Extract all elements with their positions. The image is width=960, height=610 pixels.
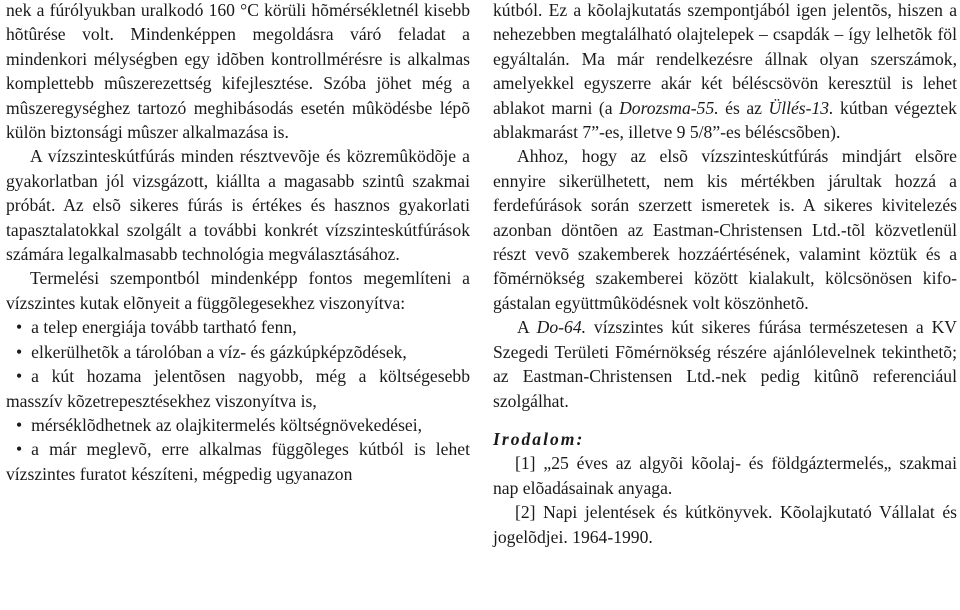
list-item [6,340,470,364]
bullet-icon: • [16,366,23,387]
bullet-icon: • [16,414,23,435]
paragraph-text: A [517,317,537,338]
reference-item: [1] „25 éves az algyõi kõolaj- és földgáztermelés„ szakmai nap elõadásainak anyaga. [493,453,957,498]
list-item [6,315,470,339]
paragraph-text: kútból. Ez a kõolajkutatás szempontjából igen jelentõs, hiszen a nehezebben megtalálható olajtelepek – csapdák – így lelhetõk föl egyáltalán. Ma már rendelkezésre állnak olyan szerszámok, amelyekkel egyszerre akár két béléscsövön keresztül is lehet ablakot marni (a [493,0,957,118]
list-item [6,364,470,413]
references-heading: Irodalom: [493,428,585,449]
paragraph-text: és az [718,97,769,118]
list-item-text: a kút hozama jelentõsen nagyobb, még a költségesebb masszív kõzetrepesztésekhez viszonyítva is, [6,366,470,411]
paragraph-well-significance [493,0,957,144]
list-item [6,413,470,437]
well-name-ulles: Üllés-13. [768,97,834,118]
list-item [6,437,470,486]
well-name-do64: Do-64. [536,317,587,338]
paragraph-success-factors: Ahhoz, hogy az elsõ vízszinteskútfúrás mindjárt elsõre ennyire sikerülhetett, nem kis mértékben járultak hozzá a ferdefúrások során szerzett ismeretek is. A sikeres kivitelezés azonban döntõen az Eastman-Christensen Ltd.-tõl közvetlenül részt vevõ szakemberek hozzáértésének, valamint köztük és a fõmérnökség szakemberei között kialakult, kölcsönösen kifogástalan együttmûködésnek volt köszönhetõ. [493,146,957,313]
bullet-icon: • [16,317,23,338]
list-item-text: mérséklõdhetnek az olajkitermelés költségnövekedései, [31,414,423,435]
bullet-icon: • [16,341,23,362]
well-name-dorozsma: Dorozsma-55. [619,97,719,118]
reference-item: [2] Napi jelentések és kútkönyvek. Kõolajkutató Vállalat és jogelõdjei. 1964-1990. [493,502,957,547]
list-item-text: elkerülhetõk a tárolóban a víz- és gázkúpképzõdések, [31,341,407,362]
advantages-list [6,315,470,486]
paragraph-text: vízszintes kút sikeres fúrása természetesen a KV Szegedi Területi Fõmérnökség részére ajánlólevelnek tekinthetõ; az Eastman-Christensen Ltd.-nek pedig kitûnõ referenciául szolgálhat. [493,317,957,411]
paragraph-advantages-intro: Termelési szempontból mindenképp fontos megemlíteni a vízszintes kutak elõnyeit a függõlegesekhez viszonyítva: [6,268,470,313]
paragraph-instrument-issues: nek a fúrólyukban uralkodó 160 °C körüli hõmérsékletnél kisebb hõtûrése volt. Mindenképpen megoldásra váró feladat a mindenkori mélységben egy idõben kontrollmérésre is alkalmas komplettebb mûszerezettség kifejlesztése. Szóba jöhet még a mûszeregységhez tartozó meghibásodás esetén mûködésbe lépõ külön biztonsági mûszer alkalmazása is. [6,0,470,143]
list-item-text: a már meglevõ, erre alkalmas függõleges kútból is lehet vízszintes furatot készíteni, mégpedig ugyanazon [6,439,470,484]
paragraph-text: kútban végeztek ablakmarást 7”-es, illetve 9 5/8”-es béléscsõben). [493,97,957,143]
bullet-icon: • [16,439,23,460]
list-item-text: a telep energiája tovább tartható fenn, [31,317,297,338]
paragraph-do64 [493,315,957,413]
paragraph-participants: A vízszinteskútfúrás minden résztvevõje és közremûködõje a gyakorlatban jól vizsgázott, kiállta a magasabb szintû szakmai próbát. Az elsõ sikeres fúrás is értékes és hasznos gyakorlati tapasztalatokkal szolgált a további konkrét vízszinteskútfúrások számára legalkalmasabb technológia megválasztásához. [6,146,470,265]
right-column [493,0,957,549]
left-column [6,0,470,486]
